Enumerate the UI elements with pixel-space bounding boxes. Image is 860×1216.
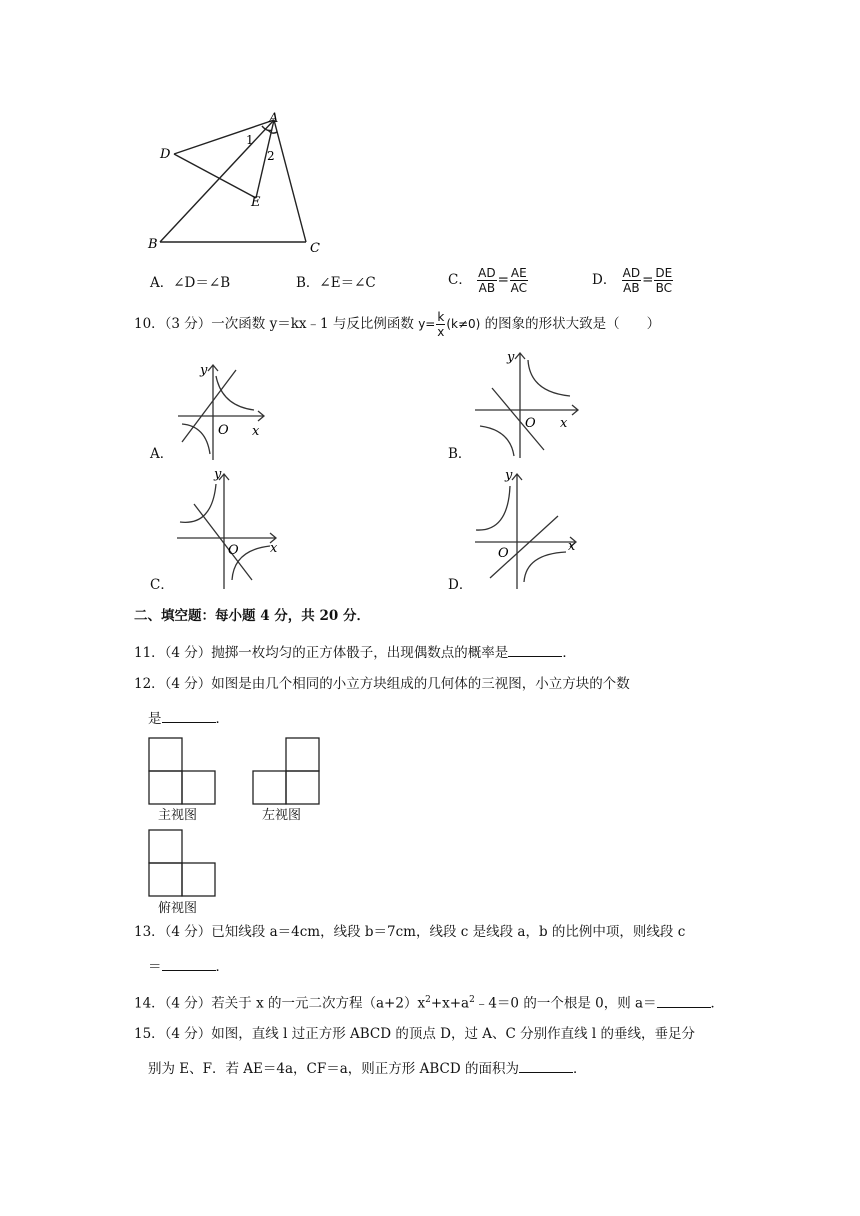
q15-line1: 15．（4 分）如图，直线 l 过正方形 ABCD 的顶点 D，过 A、C 分别作直线 l 的垂线，垂足分 xyxy=(134,1026,696,1042)
denominator: AC xyxy=(510,281,527,295)
numerator: k xyxy=(437,310,445,324)
angle-label-1: 1 xyxy=(246,133,254,147)
q14-text-b: +x+a xyxy=(430,995,470,1012)
q10-option-b-label: B． xyxy=(448,446,472,462)
q10-option-d-label: D． xyxy=(448,577,473,593)
exponent: 2 xyxy=(425,995,431,1005)
q11-end: ． xyxy=(562,645,576,661)
numerator: DE xyxy=(655,266,673,280)
origin-label: O xyxy=(525,416,536,431)
q12-end: ． xyxy=(215,711,229,727)
q13-line2-start: ＝ xyxy=(148,959,162,975)
label-B: B xyxy=(148,237,158,252)
axis-x-label: x xyxy=(252,424,260,439)
q13-line2 xyxy=(148,956,229,977)
q9-triangle-figure xyxy=(140,108,350,258)
equals-sign: = xyxy=(642,272,654,288)
q10-graph-b xyxy=(470,348,590,458)
section-heading: 二、填空题：每小题 4 分，共 20 分． xyxy=(134,608,370,624)
q10-option-c-label: C． xyxy=(150,577,174,593)
q9-option-c xyxy=(448,266,529,295)
fraction xyxy=(510,266,528,295)
q10-option-a-label: A． xyxy=(150,446,174,462)
origin-label: O xyxy=(218,423,229,438)
axis-x-label: x xyxy=(270,541,278,556)
top-view-caption: 俯视图 xyxy=(158,901,198,916)
equals-sign: = xyxy=(497,272,509,288)
label-A: A xyxy=(269,111,279,126)
axis-y-label: y xyxy=(200,363,208,378)
q14-end: ． xyxy=(710,995,725,1012)
fraction xyxy=(622,266,641,295)
numerator: AD xyxy=(478,266,496,280)
formula-condition: (k≠0) xyxy=(446,317,481,331)
axis-y-label: y xyxy=(507,350,515,365)
axis-y-label: y xyxy=(214,467,222,482)
option-prefix: D． xyxy=(592,272,617,288)
answer-blank xyxy=(657,993,711,1008)
numerator: AE xyxy=(510,266,527,280)
formula-fraction xyxy=(436,310,445,339)
q9-option-a: A．∠D＝∠B xyxy=(150,275,231,291)
denominator: AB xyxy=(478,281,496,295)
fraction xyxy=(477,266,496,295)
denominator: x xyxy=(437,325,445,339)
axis-x-label: x xyxy=(560,416,568,431)
angle-label-2: 2 xyxy=(267,149,275,163)
q10-graph-a xyxy=(170,360,280,460)
q15-end: ． xyxy=(572,1061,587,1077)
q10-graph-c xyxy=(172,464,287,589)
q15-line2-text: 别为 E、F．若 AE＝4a，CF＝a，则正方形 ABCD 的面积为 xyxy=(148,1061,519,1077)
origin-label: O xyxy=(228,543,239,558)
denominator: BC xyxy=(655,281,672,295)
left-view-caption: 左视图 xyxy=(262,808,302,823)
formula-y-eq: y= xyxy=(418,317,436,331)
q9-option-d xyxy=(592,266,674,295)
answer-blank xyxy=(162,956,216,971)
label-C: C xyxy=(310,241,320,256)
q10-stem xyxy=(134,310,660,339)
top-view-figure xyxy=(148,829,218,899)
q10-graph-d xyxy=(470,464,585,589)
answer-blank xyxy=(162,708,216,723)
q11 xyxy=(134,642,576,663)
option-prefix: C． xyxy=(448,272,472,288)
q12-line1: 12．（4 分）如图是由几个相同的小立方块组成的几何体的三视图，小立方块的个数 xyxy=(134,676,630,692)
answer-blank xyxy=(508,642,562,657)
q14-text-a: 14．（4 分）若关于 x 的一元二次方程（a+2）x xyxy=(134,995,426,1012)
q11-text: 11．（4 分）抛掷一枚均匀的正方体骰子，出现偶数点的概率是 xyxy=(134,645,509,661)
numerator: AD xyxy=(622,266,641,280)
label-D: D xyxy=(160,147,171,162)
q13-end: ． xyxy=(215,959,229,975)
q13-line1: 13．（4 分）已知线段 a＝4cm，线段 b＝7cm，线段 c 是线段 a，b 的比例中项，则线段 c xyxy=(134,924,686,940)
answer-blank xyxy=(519,1058,573,1073)
front-view-figure xyxy=(148,737,218,807)
origin-label: O xyxy=(498,546,509,561)
q10-text-before: 10．（3 分）一次函数 y＝kx﹣1 与反比例函数 xyxy=(134,316,414,332)
label-E: E xyxy=(251,195,261,210)
axis-y-label: y xyxy=(505,468,513,483)
q12-line2-start: 是 xyxy=(148,711,162,727)
q15-line2 xyxy=(148,1058,586,1079)
q9-option-b: B．∠E＝∠C xyxy=(296,275,376,291)
front-view-caption: 主视图 xyxy=(158,808,198,823)
q14 xyxy=(134,990,724,1014)
left-view-figure xyxy=(252,737,322,807)
q10-text-after: 的图象的形状大致是（ ） xyxy=(484,316,661,332)
fraction xyxy=(654,266,673,295)
exponent: 2 xyxy=(469,995,475,1005)
q12-line2 xyxy=(148,708,229,729)
axis-x-label: x xyxy=(568,539,576,554)
denominator: AB xyxy=(623,281,640,295)
q14-text-c: ﹣4＝0 的一个根是 0，则 a＝ xyxy=(474,995,657,1012)
